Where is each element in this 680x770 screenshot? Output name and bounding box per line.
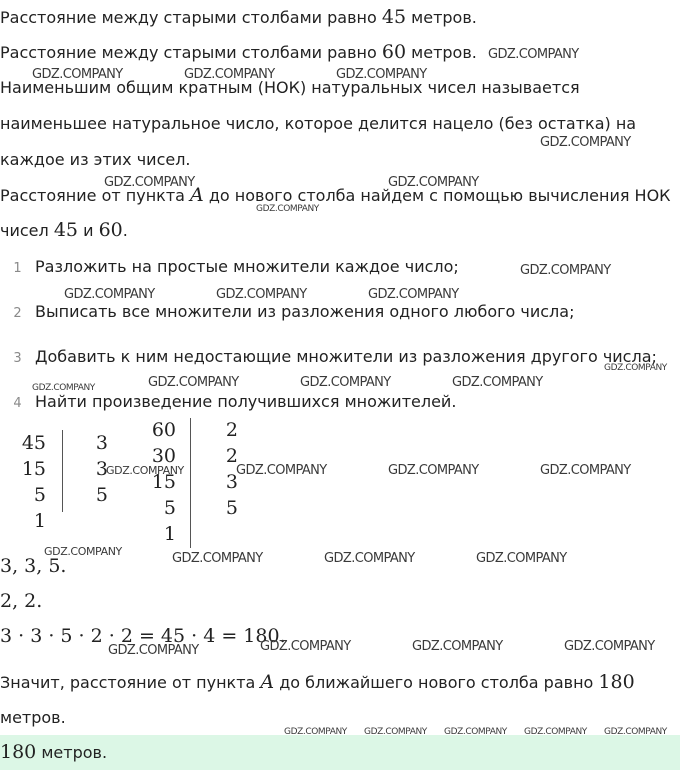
- watermark-text: GDZ.COMPANY: [388, 175, 479, 190]
- watermark-text: GDZ.COMPANY: [476, 551, 567, 566]
- watermark-text: GDZ.COMPANY: [604, 363, 667, 373]
- conclusion-line-2: метров.: [0, 708, 66, 727]
- lcm-product: 3 · 3 · 5 · 2 · 2 = 45 · 4 = 180.: [0, 625, 286, 647]
- step-text: Найти произведение получившихся множителей.: [35, 392, 457, 411]
- watermark-text: GDZ.COMPANY: [524, 727, 587, 737]
- step-number: 3: [13, 351, 22, 366]
- number-45: 45: [53, 219, 78, 241]
- text-fragment: Значит, расстояние от пункта: [0, 673, 261, 692]
- dividend: 1: [163, 523, 176, 545]
- watermark-text: GDZ.COMPANY: [564, 639, 655, 654]
- watermark-text: GDZ.COMPANY: [108, 643, 199, 658]
- division-line: [62, 430, 63, 512]
- watermark-text: GDZ.COMPANY: [184, 67, 275, 82]
- text-fragment: чисел: [0, 221, 54, 240]
- text-line-old-poles-45: [0, 7, 477, 28]
- watermark-text: GDZ.COMPANY: [336, 67, 427, 82]
- point-a-variable: A: [190, 184, 204, 206]
- text-fragment: .: [122, 221, 128, 240]
- step-number: 2: [13, 306, 22, 321]
- text-line-old-poles-60: [0, 42, 477, 63]
- step-text: Разложить на простые множители каждое число;: [35, 257, 459, 276]
- watermark-text: GDZ.COMPANY: [300, 375, 391, 390]
- divisor: 3: [95, 458, 108, 480]
- dividend: 45: [21, 432, 46, 454]
- watermark-text: GDZ.COMPANY: [368, 287, 459, 302]
- watermark-text: GDZ.COMPANY: [364, 727, 427, 737]
- watermark-text: GDZ.COMPANY: [540, 135, 631, 150]
- text-line-lcm-definition-3: каждое из этих чисел.: [0, 150, 191, 169]
- watermark-text: GDZ.COMPANY: [256, 204, 319, 214]
- dividend: 5: [33, 484, 46, 506]
- watermark-text: GDZ.COMPANY: [106, 464, 184, 477]
- watermark-text: GDZ.COMPANY: [540, 463, 631, 478]
- answer-text: [0, 742, 107, 763]
- step-number: 1: [13, 261, 22, 276]
- watermark-text: GDZ.COMPANY: [32, 383, 95, 393]
- dividend: 15: [151, 471, 176, 493]
- dividend: 60: [151, 419, 176, 441]
- answer-box: [0, 735, 680, 770]
- watermark-text: GDZ.COMPANY: [452, 375, 543, 390]
- dividend: 5: [163, 497, 176, 519]
- divisor: 5: [225, 497, 238, 519]
- number-45: 45: [381, 6, 407, 28]
- answer-unit: метров.: [36, 743, 108, 762]
- watermark-text: GDZ.COMPANY: [32, 67, 123, 82]
- number-180: 180: [598, 671, 635, 693]
- divisor: 5: [95, 484, 108, 506]
- step-number: 4: [13, 396, 22, 411]
- text-line-numbers: [0, 220, 128, 241]
- answer-number: 180: [0, 741, 37, 763]
- watermark-text: GDZ.COMPANY: [260, 639, 351, 654]
- division-line: [190, 418, 191, 548]
- dividend: 15: [21, 458, 46, 480]
- watermark-text: GDZ.COMPANY: [412, 639, 503, 654]
- divisor: 3: [225, 471, 238, 493]
- text-fragment: метров.: [406, 43, 477, 62]
- watermark-text: GDZ.COMPANY: [64, 287, 155, 302]
- text-fragment: метров.: [406, 8, 477, 27]
- number-60: 60: [381, 41, 407, 63]
- text-line-distance-method: [0, 185, 671, 206]
- text-line-lcm-definition-2: наименьшее натуральное число, которое делится нацело (без остатка) на: [0, 114, 637, 133]
- step-text: Выписать все множители из разложения одного любого числа;: [35, 302, 575, 321]
- step-item: [0, 347, 680, 369]
- step-item: [0, 392, 680, 414]
- number-60: 60: [98, 219, 123, 241]
- watermark-text: GDZ.COMPANY: [148, 375, 239, 390]
- step-text: Добавить к ним недостающие множители из разложения другого числа;: [35, 347, 657, 366]
- watermark-text: GDZ.COMPANY: [604, 727, 667, 737]
- watermark-text: GDZ.COMPANY: [488, 47, 579, 62]
- watermark-text: GDZ.COMPANY: [44, 545, 122, 558]
- text-fragment: Расстояние между старыми столбами равно: [0, 43, 382, 62]
- watermark-text: GDZ.COMPANY: [520, 263, 611, 278]
- watermark-text: GDZ.COMPANY: [284, 727, 347, 737]
- text-fragment: до ближайшего нового столба равно: [274, 673, 599, 692]
- text-fragment: Расстояние от пункта: [0, 186, 191, 205]
- watermark-text: GDZ.COMPANY: [444, 727, 507, 737]
- point-a-variable: A: [260, 671, 275, 693]
- watermark-text: GDZ.COMPANY: [236, 463, 327, 478]
- dividend: 30: [151, 445, 176, 467]
- text-fragment: Расстояние между старыми столбами равно: [0, 8, 382, 27]
- watermark-text: GDZ.COMPANY: [104, 175, 195, 190]
- text-fragment: до нового столба найдем с помощью вычисления НОК: [203, 186, 671, 205]
- watermark-text: GDZ.COMPANY: [324, 551, 415, 566]
- missing-factors: 2, 2.: [0, 590, 43, 612]
- step-item: [0, 302, 680, 324]
- divisor: 2: [225, 445, 238, 467]
- divisor: 3: [95, 432, 108, 454]
- watermark-text: GDZ.COMPANY: [388, 463, 479, 478]
- divisor: 2: [225, 419, 238, 441]
- factors-of-45: 3, 3, 5.: [0, 555, 67, 577]
- watermark-text: GDZ.COMPANY: [172, 551, 263, 566]
- conclusion-line-1: [0, 672, 635, 693]
- watermark-text: GDZ.COMPANY: [216, 287, 307, 302]
- text-line-lcm-definition-1: Наименьшим общим кратным (НОК) натуральных чисел называется: [0, 78, 580, 97]
- text-fragment: и: [78, 221, 99, 240]
- dividend: 1: [33, 510, 46, 532]
